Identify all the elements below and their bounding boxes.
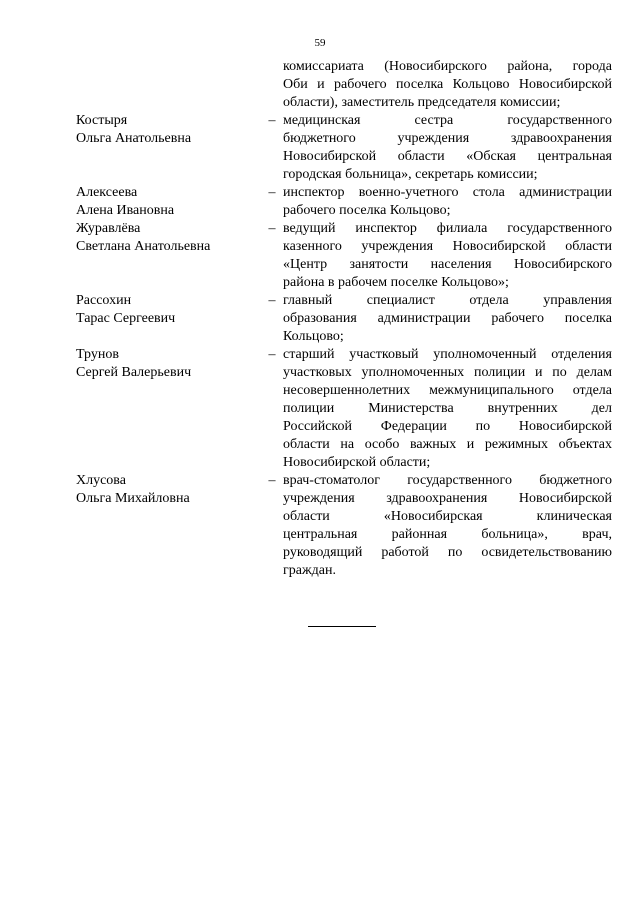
position-line: бюджетного учреждения здравоохранения bbox=[283, 131, 612, 146]
position-line: главный специалист отдела управления bbox=[283, 293, 612, 308]
position-line: несовершеннолетних межмуниципального отдела bbox=[283, 383, 612, 398]
position-line: инспектор военно-учетного стола администрации bbox=[283, 185, 612, 200]
position-line: медицинская сестра государственного bbox=[283, 113, 612, 128]
position-line: учреждения здравоохранения Новосибирской bbox=[283, 491, 612, 506]
person-name bbox=[76, 220, 261, 256]
given-names: Ольга Михайловна bbox=[76, 491, 190, 506]
position-line: ведущий инспектор филиала государственного bbox=[283, 221, 612, 236]
position-line: района в рабочем поселке Кольцово»; bbox=[283, 275, 509, 290]
dash-separator: – bbox=[268, 113, 276, 128]
position-line: казенного учреждения Новосибирской области bbox=[283, 239, 612, 254]
person-name bbox=[76, 112, 261, 148]
position-description bbox=[283, 58, 612, 112]
page-number: 59 bbox=[314, 37, 326, 49]
given-names: Ольга Анатольевна bbox=[76, 131, 192, 146]
position-line: образования администрации рабочего поселка bbox=[283, 311, 612, 326]
surname: Трунов bbox=[76, 347, 119, 362]
position-line: старший участковый уполномоченный отделения bbox=[283, 347, 612, 362]
dash-separator: – bbox=[268, 221, 276, 236]
surname: Журавлёва bbox=[76, 221, 141, 236]
position-line: Российской Федерации по Новосибирской bbox=[283, 419, 612, 434]
position-line: городская больница», секретарь комиссии; bbox=[283, 167, 538, 182]
position-line: руководящий работой по освидетельствованию bbox=[283, 545, 612, 560]
position-line: Новосибирской области «Обская центральная bbox=[283, 149, 612, 164]
member-entry bbox=[76, 472, 612, 580]
given-names: Тарас Сергеевич bbox=[76, 311, 176, 326]
person-name bbox=[76, 472, 261, 508]
position-line: Оби и рабочего поселка Кольцово Новосибирской bbox=[283, 77, 612, 92]
given-names: Светлана Анатольевна bbox=[76, 239, 211, 254]
member-entry bbox=[76, 220, 612, 292]
position-line: Кольцово; bbox=[283, 329, 344, 344]
continuation-entry bbox=[76, 58, 612, 112]
position-description bbox=[283, 292, 612, 346]
closing-rule bbox=[308, 626, 376, 627]
member-entry bbox=[76, 112, 612, 184]
surname: Рассохин bbox=[76, 293, 132, 308]
position-line: полиции Министерства внутренних дел bbox=[283, 401, 612, 416]
position-description bbox=[283, 472, 612, 580]
given-names: Алена Ивановна bbox=[76, 203, 175, 218]
surname: Костыря bbox=[76, 113, 128, 128]
position-line: комиссариата (Новосибирского района, города bbox=[283, 59, 612, 74]
surname: Хлусова bbox=[76, 473, 126, 488]
person-name bbox=[76, 346, 261, 382]
position-line: «Центр занятости населения Новосибирского bbox=[283, 257, 612, 272]
member-entry bbox=[76, 184, 612, 220]
dash-separator: – bbox=[268, 347, 276, 362]
person-name bbox=[76, 292, 261, 328]
position-line: Новосибирской области; bbox=[283, 455, 431, 470]
person-name bbox=[76, 184, 261, 220]
dash-separator: – bbox=[268, 293, 276, 308]
position-description bbox=[283, 112, 612, 184]
position-line: области на особо важных и режимных объектах bbox=[283, 437, 612, 452]
position-line: области «Новосибирская клиническая bbox=[283, 509, 612, 524]
given-names: Сергей Валерьевич bbox=[76, 365, 192, 380]
position-line: участковых уполномоченных полиции и по делам bbox=[283, 365, 612, 380]
position-description bbox=[283, 184, 612, 220]
surname: Алексеева bbox=[76, 185, 138, 200]
dash-separator: – bbox=[268, 473, 276, 488]
position-line: рабочего поселка Кольцово; bbox=[283, 203, 451, 218]
position-description bbox=[283, 346, 612, 472]
position-line: области), заместитель председателя комиссии; bbox=[283, 95, 561, 110]
position-line: центральная районная больница», врач, bbox=[283, 527, 612, 542]
member-entry bbox=[76, 346, 612, 472]
position-line: врач-стоматолог государственного бюджетного bbox=[283, 473, 612, 488]
commission-member-list bbox=[76, 58, 612, 580]
member-entry bbox=[76, 292, 612, 346]
position-line: граждан. bbox=[283, 563, 336, 578]
dash-separator: – bbox=[268, 185, 276, 200]
position-description bbox=[283, 220, 612, 292]
